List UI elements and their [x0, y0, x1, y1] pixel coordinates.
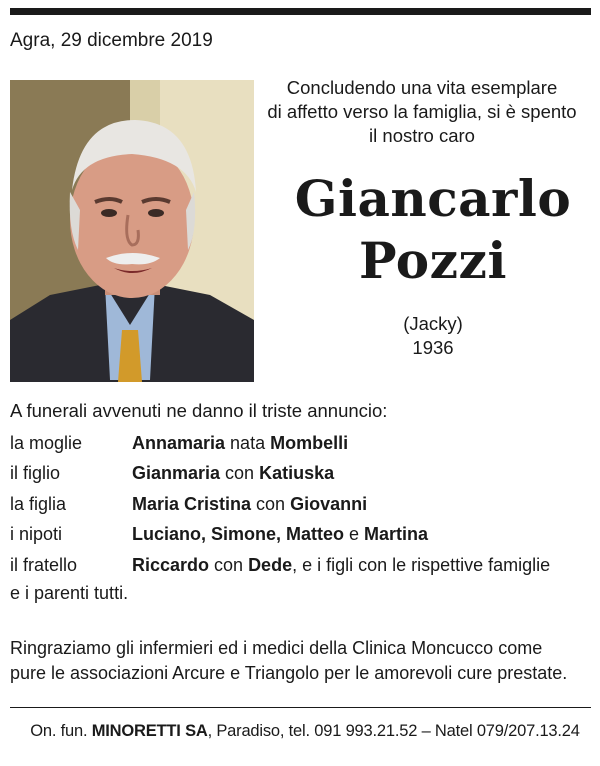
place-date: Agra, 29 dicembre 2019 — [10, 30, 213, 51]
relation-label: il fratello — [10, 554, 78, 575]
relative-connector: nata — [225, 432, 271, 453]
relative-name2: Dede — [248, 554, 293, 575]
footer-rule — [10, 707, 591, 708]
relative-name: Riccardo — [132, 554, 210, 575]
relative-name2: Martina — [364, 524, 429, 545]
thanks-line: Ringraziamo gli infermieri ed i medici della Clinica Moncucco come — [10, 638, 543, 658]
relation-label: la figlia — [10, 493, 67, 514]
list-item — [10, 428, 550, 459]
relative-connector: con — [209, 554, 249, 575]
relative-name: Luciano, Simone, Matteo — [132, 524, 345, 545]
announcement: A funerali avvenuti ne danno il triste annuncio: — [10, 400, 388, 421]
nickname-block — [262, 312, 600, 360]
thanks-text — [10, 636, 595, 686]
last-name: Pozzi — [359, 231, 507, 290]
intro-line: il nostro caro — [369, 125, 475, 146]
nickname: (Jacky) — [403, 313, 463, 334]
relative-name: Annamaria — [132, 432, 226, 453]
intro-line: Concludendo una vita esemplare — [286, 77, 558, 98]
thanks-line: pure le associazioni Arcure e Triangolo per le amorevoli cure prestate. — [10, 663, 568, 683]
relative-name: Gianmaria — [132, 463, 221, 484]
relatives-list — [10, 428, 550, 581]
portrait-photo — [10, 80, 254, 382]
first-name: Giancarlo — [294, 169, 572, 228]
funeral-home-footer — [10, 722, 600, 741]
relation-label: la moglie — [10, 432, 83, 453]
relative-name2: Katiuska — [259, 463, 335, 484]
footer-prefix: On. fun. — [30, 722, 92, 740]
relative-name2: Mombelli — [270, 432, 349, 453]
list-item — [10, 520, 550, 551]
relative-name2: Giovanni — [290, 493, 368, 514]
relative-name: Maria Cristina — [132, 493, 252, 514]
list-item — [10, 550, 550, 581]
list-item — [10, 489, 550, 520]
relative-connector: con — [220, 463, 260, 484]
intro-text — [262, 76, 582, 148]
relative-connector: con — [251, 493, 291, 514]
relatives-closing: e i parenti tutti. — [10, 583, 129, 603]
top-rule — [10, 8, 591, 15]
footer-contact: , Paradiso, tel. 091 993.21.52 – Natel 079/207.13.24 — [207, 722, 580, 740]
funeral-home-name: MINORETTI SA — [91, 722, 208, 740]
deceased-name — [262, 168, 600, 292]
list-item — [10, 459, 550, 490]
intro-line: di affetto verso la famiglia, si è spento — [267, 101, 577, 122]
relation-label: i nipoti — [10, 524, 63, 545]
birth-year: 1936 — [412, 337, 454, 358]
relative-extra: , e i figli con le rispettive famiglie — [292, 554, 551, 575]
relation-label: il figlio — [10, 463, 61, 484]
relative-connector: e — [344, 524, 365, 545]
